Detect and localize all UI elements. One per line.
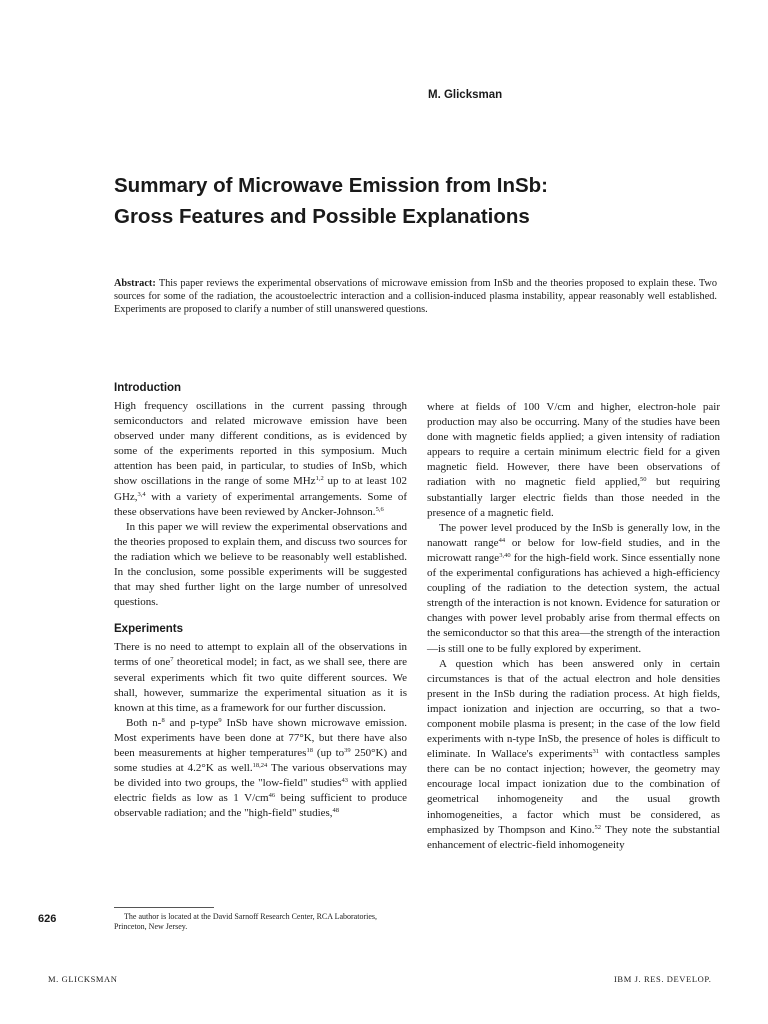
title-line-1: Summary of Microwave Emission from InSb: bbox=[114, 174, 549, 197]
abstract-text: This paper reviews the experimental observations of microwave emission from InSb and the theories proposed to explain these. Two sources for some of the radiation, the acoustoelectric interaction and a collision-induced plasma instability, appear reasonably well established. Experiments are proposed to clarify a number of still unanswered questions. bbox=[114, 278, 717, 315]
experiments-heading: Experiments bbox=[114, 623, 184, 636]
left-column bbox=[114, 381, 407, 821]
footer-journal: IBM J. RES. DEVELOP. bbox=[614, 974, 712, 984]
experiments-paragraph-1: There is no need to attempt to explain all of the observations in terms of one$^7$ theoretical model; in fact, as we shall see, there are several experiments which fit two quite different sources. We shall, however, summarize the experimental situation as it is known at this time, as a framework for our further discussion. bbox=[114, 641, 408, 714]
right-paragraph-3: A question which has been answered only in certain circumstances is that of the actual electron and hole densities present in the InSb during the radiation process. At high fields, impact ionization and injection are occurring, so that a two-component mobile plasma is present; in the case of the low field experiments with n-type InSb, the presence of holes is difficult to eliminate. In Wallace's experiments$^{31}$ with contactless samples there can be no contact injection; however, the geometry may encourage local impact ionization due to the combination of geometrical inhomogeneity and the usual growth inhomogeneities, a factor which must be considered, as emphasized by Thompson and Kino.$^{52}$ They note the substantial enhancement of electric-field inhomogeneity bbox=[427, 657, 720, 851]
header-author: M. Glicksman bbox=[428, 89, 503, 101]
page-number: 626 bbox=[38, 913, 57, 925]
right-paragraph-2: The power level produced by the InSb is generally low, in the nanowatt range$^{44}$ or below for low-field studies, and in the microwatt range$^{3,40}$ for the high-field work. Since essentially none of the experimental configurations has achieved a high-efficiency coupling of the radiation to the detection system, the actual strength of the interaction is not known. Evidence for saturation or changes with power level probably arise from thermal effects on the semiconductor so that this area—the strength of the interaction—is still one to be fully explored by experiment. bbox=[427, 521, 720, 655]
introduction-heading: Introduction bbox=[114, 382, 182, 394]
abstract-label: Abstract: bbox=[114, 278, 156, 289]
abstract bbox=[114, 277, 717, 316]
right-column bbox=[427, 400, 720, 853]
title-line-2: Gross Features and Possible Explanations bbox=[114, 205, 530, 228]
intro-paragraph-2: In this paper we will review the experimental observations and the theories proposed to explain them, and discuss two sources for the radiation which we believe to be reasonably well established. In the conclusion, some possible experiments will be suggested that may shed further light on the large number of unresolved questions. bbox=[114, 520, 407, 609]
intro-paragraph-1: High frequency oscillations in the current passing through semiconductors and related microwave emission have been observed under many different conditions, as is evidenced by some of the experiments reported in this symposium. Much attention has been paid, in particular, to studies of InSb, which show oscillations in the range of some MHz$^{1,2}$ up to at least 102 GHz,$^{3,4}$ with a variety of experimental arrangements. Some of these observations have been reviewed by Ancker-Johnson.$^{5,6}$ bbox=[114, 400, 407, 518]
author-footnote: The author is located at the David Sarnoff Research Center, RCA Laboratories, Princeton, New Jersey. bbox=[114, 912, 378, 931]
experiments-paragraph-2: Both n-$^8$ and p-type$^9$ InSb have shown microwave emission. Most experiments have been done at 77°K, but there have also been measurements at higher temperatures$^{18}$ (up $to^{39}$ 250°K) and some studies at 4.2°K as well.$^{18,24}$ The various observations may be divided into two groups, the "low-field" studies$^{43}$ with applied electric fields as low as 1 $V/cm^{46}$ being sufficient to produce observable radiation; and the "high-field" studies,$^{48}$ bbox=[114, 716, 408, 820]
footer-author: M. GLICKSMAN bbox=[48, 974, 118, 984]
paper-title bbox=[114, 170, 734, 232]
footnote-divider bbox=[114, 907, 214, 908]
right-paragraph-1: where at fields of 100 V/cm and higher, electron-hole pair production may also be occurring. Many of the studies have been done with magnetic fields applied; a given intensity of radiation appears to require a certain minimum electric field for a given magnetic field. However, there have been observations of radiation with no magnetic field applied,$^{50}$ but requiring substantially larger electric fields than those needed in the presence of a magnetic field. bbox=[427, 401, 720, 519]
